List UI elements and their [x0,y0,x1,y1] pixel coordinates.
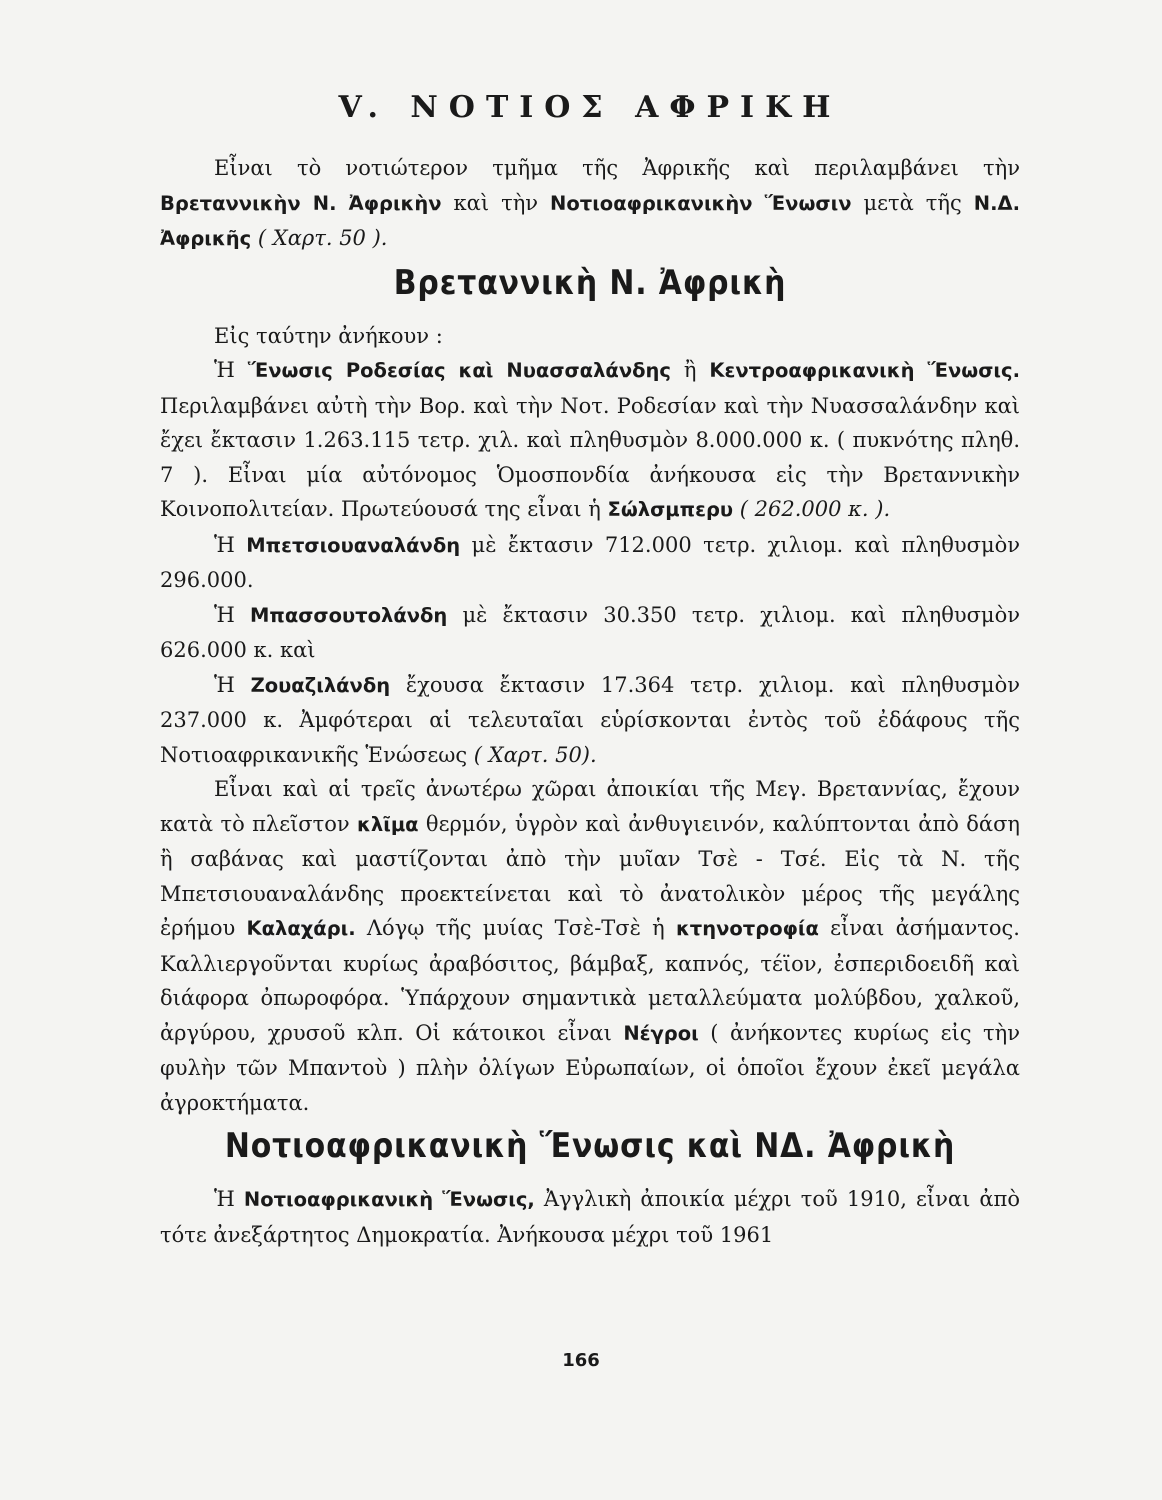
text: Ἡ [214,602,250,627]
text: ἔχουσα ἔκτασιν 17.364 τετρ. χιλιομ. καὶ πληθυσμὸν 237.000 κ. Ἀμφότεραι αἱ τελευταῖαι εὑρίσκονται ἐντὸς τοῦ ἐδάφους τῆς Νοτιοαφρικανικῆς Ἑνώσεως [160,672,1020,767]
section-title-british-south-africa: Βρεταννικὴ Ν. Ἀφρικὴ [393,262,787,303]
bechuanaland-paragraph [160,528,1020,598]
text: Εἶναι καὶ αἱ τρεῖς ἀνωτέρω χῶραι ἀποικίαι τῆς Μεγ. Βρεταννίας, ἔχουν κατὰ τὸ πλεῖστον [160,777,1020,836]
bold-term: Ν.Δ. Ἀφρικῆς [160,191,1020,250]
page-number: 166 [562,1350,600,1371]
bold-term: κλῖμα [357,812,419,836]
text: Ἡ [214,532,247,557]
basutoland-paragraph [160,598,1020,668]
map-reference: ( Χαρτ. 50 ). [251,226,388,250]
text: Ἡ [214,672,251,697]
bold-term: Νέγροι [623,1021,699,1045]
text: μετὰ τῆς [851,190,974,215]
text: μὲ ἔκτασιν 712.000 τετρ. χιλιομ. καὶ πληθυσμὸν 296.000. [160,532,1020,592]
bold-term: Βρεταννικὴν Ν. Ἀφρικὴν [160,191,442,215]
population-note: ( 262.000 κ. ). [733,497,891,521]
swaziland-paragraph [160,668,1020,773]
intro-paragraph [160,151,1020,257]
text: ἢ [670,358,710,382]
bold-term: Σώλσμπερυ [607,498,734,521]
text: Εἶναι τὸ νοτιώτερον τμῆμα τῆς Ἀφρικῆς καὶ περιλαμβάνει τὴν [214,156,1020,180]
section1-intro: Εἰς ταύτην ἀνήκουν : [214,323,443,348]
page-body [160,90,1020,1252]
text: καὶ τὴν [441,190,551,215]
bold-term: Ἕνωσις Ροδεσίας καὶ Νυασσαλάνδης [247,359,671,382]
chapter-title: V. ΝΟΤΙΟΣ ΑΦΡΙΚΗ [338,90,842,125]
colonies-paragraph [160,772,1020,1120]
bold-term: Νοτιοαφρικανικὴ Ἕνωσις, [243,1188,535,1211]
text: Ἡ [214,1187,244,1211]
text: Ἀγγλικὴ ἀποικία μέχρι τοῦ 1910, εἶναι ἀπὸ τότε ἀνεξάρτητος Δημοκρατία. Ἀνήκουσα μέχρι τοῦ 1961 [160,1187,1020,1247]
text: θερμόν, ὑγρὸν καὶ ἀνθυγιεινόν, καλύπτονται ἀπὸ δάση ἢ σαβάνας καὶ μαστίζονται ἀπὸ τὴν μυῖαν Τσὲ - Τσέ. Εἰς τὰ Ν. τῆς Μπετσιουαναλάνδης προεκτείνεται καὶ τὸ ἀνατολικὸν μέρος τῆς μεγάλης ἐρήμου [160,811,1021,940]
text: Περιλαμβάνει αὐτὴ τὴν Βορ. καὶ τὴν Νοτ. Ροδεσίαν καὶ τὴν Νυασσαλάνδην καὶ ἔχει ἔκτασιν 1.263.115 τετρ. χιλ. καὶ πληθυσμὸν 8.000.000 κ. ( πυκνότης πληθ. 7 ). Εἶναι μία αὐτόνομος Ὁμοσπονδία ἀνήκουσα εἰς τὴν Βρεταννικὴν Κοινοπολιτείαν. Πρωτεύουσά της εἶναι ἡ [160,393,1020,521]
section-title-south-african-union: Νοτιοαφρικανικὴ Ἕνωσις καὶ ΝΔ. Ἀφρικὴ [224,1126,956,1166]
bold-term: Νοτιοαφρικανικὴν Ἕνωσιν [550,191,852,215]
rhodesia-paragraph [160,353,1020,528]
bold-term: Ζουαζιλάνδη [250,673,391,697]
bold-term: Μπασσουτολάνδη [250,603,448,627]
text: εἶναι ἀσήμαντος. Καλλιεργοῦνται κυρίως ἀραβόσιτος, βάμβαξ, καπνός, τέϊον, ἐσπεριδοειδῆ καὶ διάφορα ὀπωροφόρα. Ὑπάρχουν σημαντικὰ μεταλλεύματα μολύβδου, χαλκοῦ, ἀργύρου, χρυσοῦ κλπ. Οἱ κάτοικοι εἶναι [160,916,1020,1045]
bold-term: Καλαχάρι. [246,917,356,940]
bold-term: Μπετσιουαναλάνδη [246,533,461,557]
union-paragraph [160,1182,1020,1252]
text: ( ἀνήκοντες κυρίως εἰς τὴν φυλὴν τῶν Μπαντοὺ ) πλὴν ὀλίγων Εὐρωπαίων, οἱ ὁποῖοι ἔχουν ἐκεῖ μεγάλα ἀγροκτήματα. [160,1020,1020,1115]
text: Λόγῳ τῆς μυίας Τσὲ-Τσὲ ἡ [355,916,676,940]
text: Ἡ [214,358,248,382]
bold-term: Κεντροαφρικανικὴ Ἕνωσις. [709,359,1021,382]
text: μὲ ἔκτασιν 30.350 τετρ. χιλιομ. καὶ πληθυσμὸν 626.000 κ. καὶ [160,602,1020,662]
bold-term: κτηνοτροφία [675,917,819,940]
map-reference: ( Χαρτ. 50). [473,742,597,767]
